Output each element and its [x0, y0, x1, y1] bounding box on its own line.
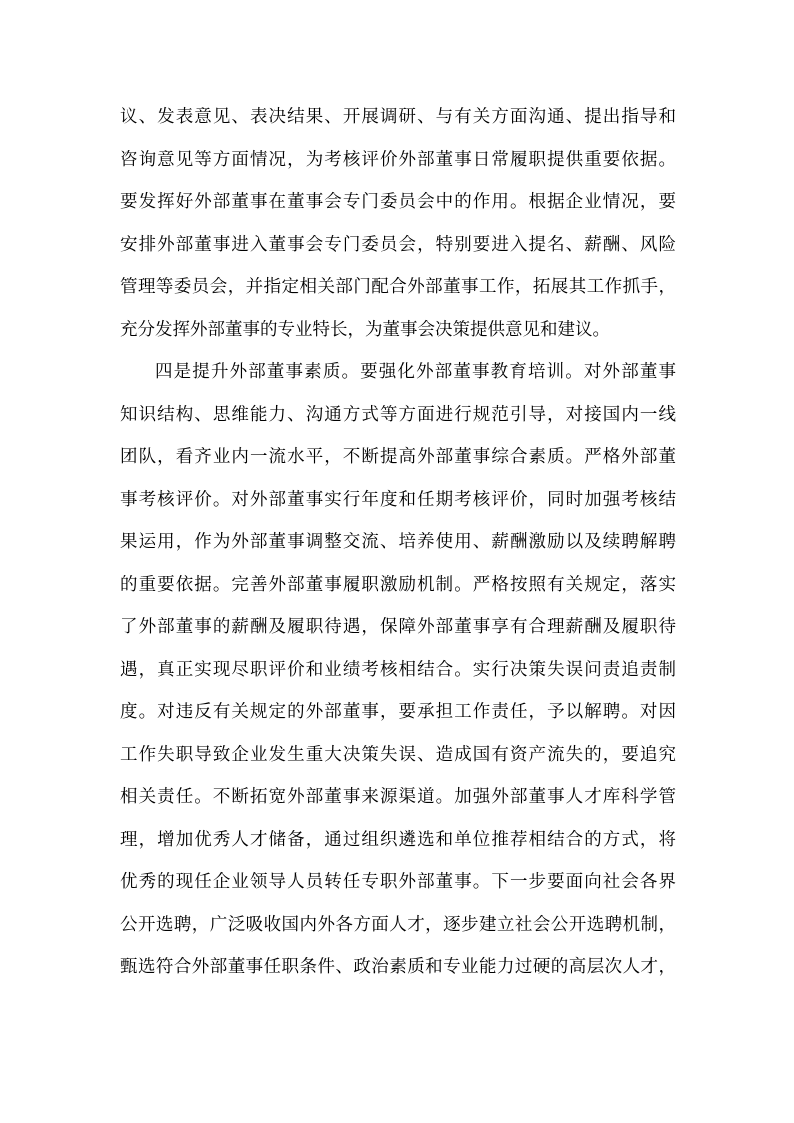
text-line: 议、发表意见、表决结果、开展调研、与有关方面沟通、提出指导和: [120, 107, 676, 127]
text-line: 工作失职导致企业发生重大决策失误、造成国有资产流失的，要追究: [120, 744, 676, 765]
text-line: 事考核评价。对外部董事实行年度和任期考核评价，同时加强考核结: [120, 489, 676, 510]
text-line: 相关责任。不断拓宽外部董事来源渠道。加强外部董事人才库科学管: [120, 787, 676, 807]
text-line: 理，增加优秀人才储备，通过组织遴选和单位推荐相结合的方式，将: [120, 829, 676, 850]
text-line: 遇，真正实现尽职评价和业绩考核相结合。实行决策失误问责追责制: [120, 659, 676, 680]
text-line: 管理等委员会，并指定相关部门配合外部董事工作，拓展其工作抓手，: [120, 277, 676, 297]
text-line: 了外部董事的薪酬及履职待遇，保障外部董事享有合理薪酬及履职待: [120, 617, 676, 637]
body-text: [120, 96, 676, 989]
text-line: 的重要依据。完善外部董事履职激励机制。严格按照有关规定，落实: [120, 574, 676, 595]
text-line: 优秀的现任企业领导人员转任专职外部董事。下一步要面向社会各界: [120, 872, 676, 892]
text-line: 甄选符合外部董事任职条件、政治素质和专业能力过硬的高层次人才，: [120, 957, 676, 977]
text-line: 度。对违反有关规定的外部董事，要承担工作责任，予以解聘。对因: [120, 702, 676, 722]
text-line: 公开选聘，广泛吸收国内外各方面人才，逐步建立社会公开选聘机制，: [120, 914, 676, 935]
text-line: 咨询意见等方面情况，为考核评价外部董事日常履职提供重要依据。: [120, 149, 676, 170]
text-line: 果运用，作为外部董事调整交流、培养使用、薪酬激励以及续聘解聘: [120, 532, 676, 552]
text-line: 团队，看齐业内一流水平，不断提高外部董事综合素质。严格外部董: [120, 447, 676, 467]
paragraph-start-line: 四是提升外部董事素质。要强化外部董事教育培训。对外部董事: [155, 362, 676, 382]
text-line: 要发挥好外部董事在董事会专门委员会中的作用。根据企业情况，要: [120, 192, 676, 212]
text-line: 充分发挥外部董事的专业特长，为董事会决策提供意见和建议。: [120, 319, 610, 340]
text-line: 知识结构、思维能力、沟通方式等方面进行规范引导，对接国内一线: [120, 404, 676, 425]
text-line: 安排外部董事进入董事会专门委员会，特别要进入提名、薪酬、风险: [120, 234, 676, 255]
